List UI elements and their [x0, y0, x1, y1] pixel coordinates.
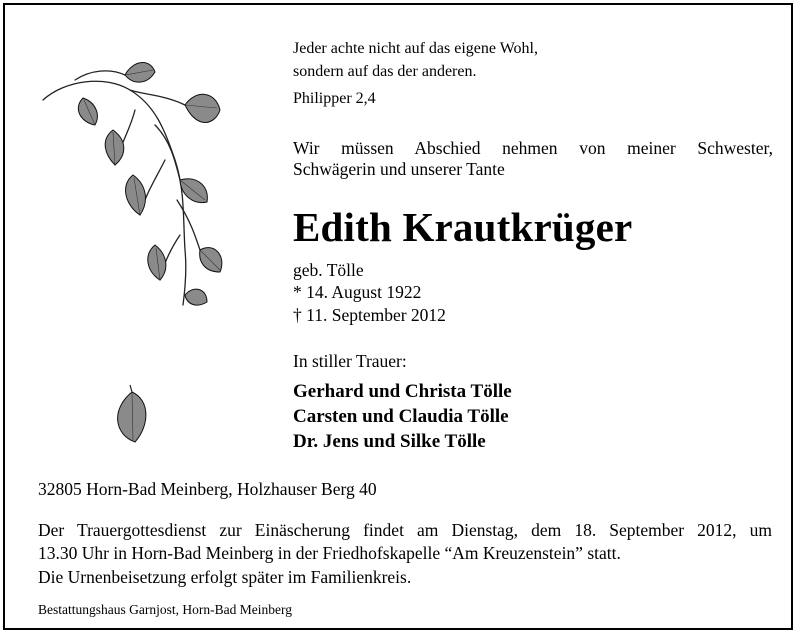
funeral-home: Bestattungshaus Garnjost, Horn-Bad Meinberg — [38, 602, 292, 617]
obituary-notice — [3, 3, 793, 630]
mourners-intro: In stiller Trauer: — [293, 351, 407, 371]
quote-source: Philipper 2,4 — [293, 90, 376, 107]
mourner-name: Dr. Jens und Silke Tölle — [293, 431, 486, 452]
intro-line-2: Schwägerin und unserer Tante — [293, 159, 505, 179]
quote-line-2: sondern auf das der anderen. — [293, 63, 477, 80]
mourner-name: Carsten und Claudia Tölle — [293, 406, 509, 427]
birch-branch-illustration — [35, 50, 235, 310]
maiden-name: geb. Tölle — [293, 260, 364, 280]
intro-line-1: Wir müssen Abschied nehmen von meiner Schwester, — [293, 138, 773, 158]
mourners-list — [293, 379, 512, 454]
address: 32805 Horn-Bad Meinberg, Holzhauser Berg 40 — [38, 479, 377, 499]
birth-date: * 14. August 1922 — [293, 282, 422, 302]
falling-leaf-illustration — [105, 380, 155, 450]
death-date: † 11. September 2012 — [293, 305, 446, 325]
service-line-1: Der Trauergottesdienst zur Einäscherung findet am Dienstag, dem 18. September 2012, um — [38, 520, 772, 540]
service-line-2: 13.30 Uhr in Horn-Bad Meinberg in der Friedhofskapelle “Am Kreuzenstein” statt. — [38, 543, 621, 563]
deceased-name: Edith Krautkrüger — [293, 204, 633, 250]
quote-line-1: Jeder achte nicht auf das eigene Wohl, — [293, 40, 538, 57]
mourner-name: Gerhard und Christa Tölle — [293, 381, 512, 402]
service-line-3: Die Urnenbeisetzung erfolgt später im Familienkreis. — [38, 567, 412, 587]
